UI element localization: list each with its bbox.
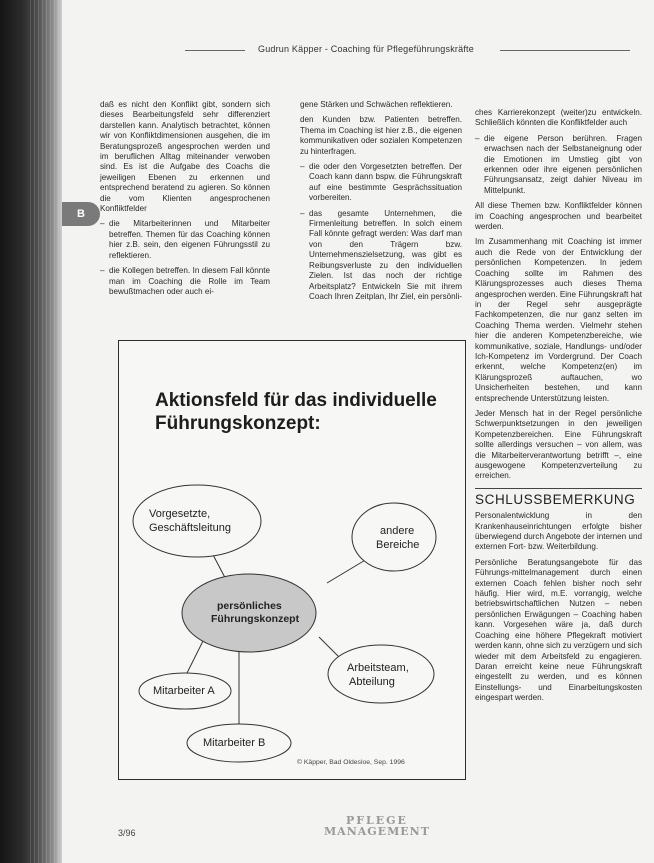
list-item: – die Mitarbeiterinnen und Mitarbeiter betreffen. Themen für das Coaching können hier z.B. sein, den eigenen Führungsstil zu reflektieren. xyxy=(100,219,270,261)
paragraph: gene Stärken und Schwächen reflektieren. xyxy=(300,100,453,109)
paragraph: Persönliche Beratungsangebote für das Führungs-mittelmanagement durch einen externen Coach fehlen bisher noch sehr häufig. Hier wird, m.E. vorrangig, welche betriebswirtschaftlichen Nutzen – neben persönlichen Erwägungen – Coaching haben kann. Vorgesehen wäre ja, daß durch Coaching eine höhere Pflegekraft motiviert werden kann, ohne sich zu verzügern und sich wieder mit dem Arbeitsfeld zu engagieren. Daran erreicht keine neue Führungskraft eingestellt zu werden, und es können Einstellungs- und Einarbeitungskosten eingespart werden. xyxy=(475,557,642,703)
magazine-logo xyxy=(324,815,430,838)
label-line: persönliches xyxy=(217,600,282,612)
label-line: andere xyxy=(380,525,415,537)
paragraph: All diese Themen bzw. Konfliktfelder können im Coaching angesprochen und bearbeitet werden. xyxy=(475,201,642,232)
label-line: Bereiche xyxy=(376,539,420,551)
paragraph: ches Karrierekonzept (weiter)zu entwickeln. Schließlich könnten die Konfliktfelder auch xyxy=(475,108,642,128)
list-item: – das gesamte Unternehmen, die Firmenleitung betreffen. In solch einem Fall könnte gefragt werden: Was darf man von den Trägern bzw. Unternehmenszielsetzung, was gibt es Reibungsverluste zu den individuellen Zielen. Ist das noch der richtige Arbeitsplatz? Entwickeln Sie mit ihrem Coach Ihren Zeitplan, Ihr Ziel, ein persönli- xyxy=(300,209,462,303)
header-rule-right xyxy=(500,50,630,51)
label-arbeitsteam xyxy=(347,661,409,689)
label-line: Führungskonzept xyxy=(211,613,300,625)
text-column-2 xyxy=(300,100,462,307)
logo-line-2: MANAGEMENT xyxy=(324,825,430,838)
diagram-caption: © Käpper, Bad Oldesloe, Sep. 1996 xyxy=(297,759,405,766)
label-vorgesetzte xyxy=(149,507,231,535)
connector-arbeitsteam xyxy=(319,637,341,659)
text-column-1 xyxy=(100,100,270,302)
label-center xyxy=(211,600,299,626)
label-mitarbeiter-a: Mitarbeiter A xyxy=(153,685,215,697)
paragraph: den Kunden bzw. Patienten betreffen. Thema im Coaching ist hier z.B., die eigenen kommunikativen oder sozialen Kompetenzen zu hinterfragen. xyxy=(300,115,462,156)
connector-andere xyxy=(327,559,367,583)
diagram-graphic xyxy=(119,341,465,779)
paragraph: Personalentwicklung in den Krankenhauseinrichtungen erfolgte bisher überwiegend durch Angebote der internen und externen Fort- bzw. Weiterbildung. xyxy=(475,511,642,552)
diagram-title-line-2: Führungskonzept: xyxy=(155,413,321,434)
diagram-box xyxy=(118,340,466,780)
paragraph: Im Zusammenhang mit Coaching ist immer auch die Rede von der Entwicklung der persönlichen Kompetenzen. In jedem Coaching sollte im Rahmen des Klärungsprozesses auch dieses Thema angesprochen werden. Eine Führungskraft hat in der Regel sehr ausgeprägte Fachkompetenzen, die nur ganz selten im Coaching Thema werden. Vielmehr stehen hier die anderen Kompetenzbereiche, wie kommunikative, soziale, Handlungs- und/oder Ich-Kompetenz im Vordergrund. Der Coach erkennt, welche Kompetenz(en) im Klärungsprozeß auftauchen, wo Unsicherheiten bestehen, und kann entsprechende Unterstützung leisten. xyxy=(475,237,642,403)
list-item: – die oder den Vorgesetzten betreffen. Der Coach kann dann bspw. die Führungskraft auf eine bestimmte Gesprächssituation vorbereiten. xyxy=(300,162,462,204)
bullet-list xyxy=(475,134,642,196)
text-column-3 xyxy=(475,108,642,709)
page-number: 3/96 xyxy=(118,828,136,838)
label-andere-bereiche xyxy=(376,524,419,552)
label-mitarbeiter-b: Mitarbeiter B xyxy=(203,737,266,749)
list-item: – die Kollegen betreffen. In diesem Fall könnte man im Coaching die Rolle im Team bewußtmachen oder auch ei- xyxy=(100,266,270,297)
label-line: Geschäftsleitung xyxy=(149,522,231,534)
header-rule-left xyxy=(185,50,245,51)
label-line: Abteilung xyxy=(349,676,395,688)
logo-line-1: PFLEGE xyxy=(345,814,408,827)
bullet-list xyxy=(100,219,270,297)
paragraph: daß es nicht den Konflikt gibt, sondern sich dieses Bearbeitungsfeld sehr differenziert darstellen kann. Analytisch betrachtet, können wir von Konfliktdimensionen ausgehen, die im Beratungsprozeß angesprochen werden und im beruflichen Alltag miteinander verwoben sind. Es ist die Aufgabe des Coachs die jeweiligen Ebenen zu erkennen und entsprechend beratend zu agieren. So können die vom Klienten angesprochenen Konfliktfelder xyxy=(100,100,270,214)
label-line: Vorgesetzte, xyxy=(149,508,211,520)
chapter-tab: B xyxy=(62,202,100,226)
connector-mitarbeiter-a xyxy=(185,641,203,677)
paragraph: Jeder Mensch hat in der Regel persönliche Schwerpunktsetzungen in den jeweiligen Kompetenzbereichen. Eine Führungskraft sollte allerdings versuchen – von allem, was die Mitarbeiterverantwortung betrifft –, eine ausgewogene Kompetenzverteilung zu erreichen. xyxy=(475,408,642,481)
running-header: Gudrun Käpper - Coaching für Pflegeführungskräfte xyxy=(258,44,474,54)
section-heading: SCHLUSSBEMERKUNG xyxy=(475,488,642,505)
list-item: – die eigene Person berühren. Fragen erwachsen nach der Selbstaneignung oder die Emotionen im Umstieg gibt von erkennen oder ihre eigenen persönlichen Führungsansatz, zeigt dahier Niveau im Mittelpunkt. xyxy=(475,134,642,196)
label-line: Arbeitsteam, xyxy=(347,662,409,674)
bullet-list xyxy=(300,162,462,302)
page-edges xyxy=(30,0,60,863)
diagram-title-line-1: Aktionsfeld für das individuelle xyxy=(155,390,437,411)
